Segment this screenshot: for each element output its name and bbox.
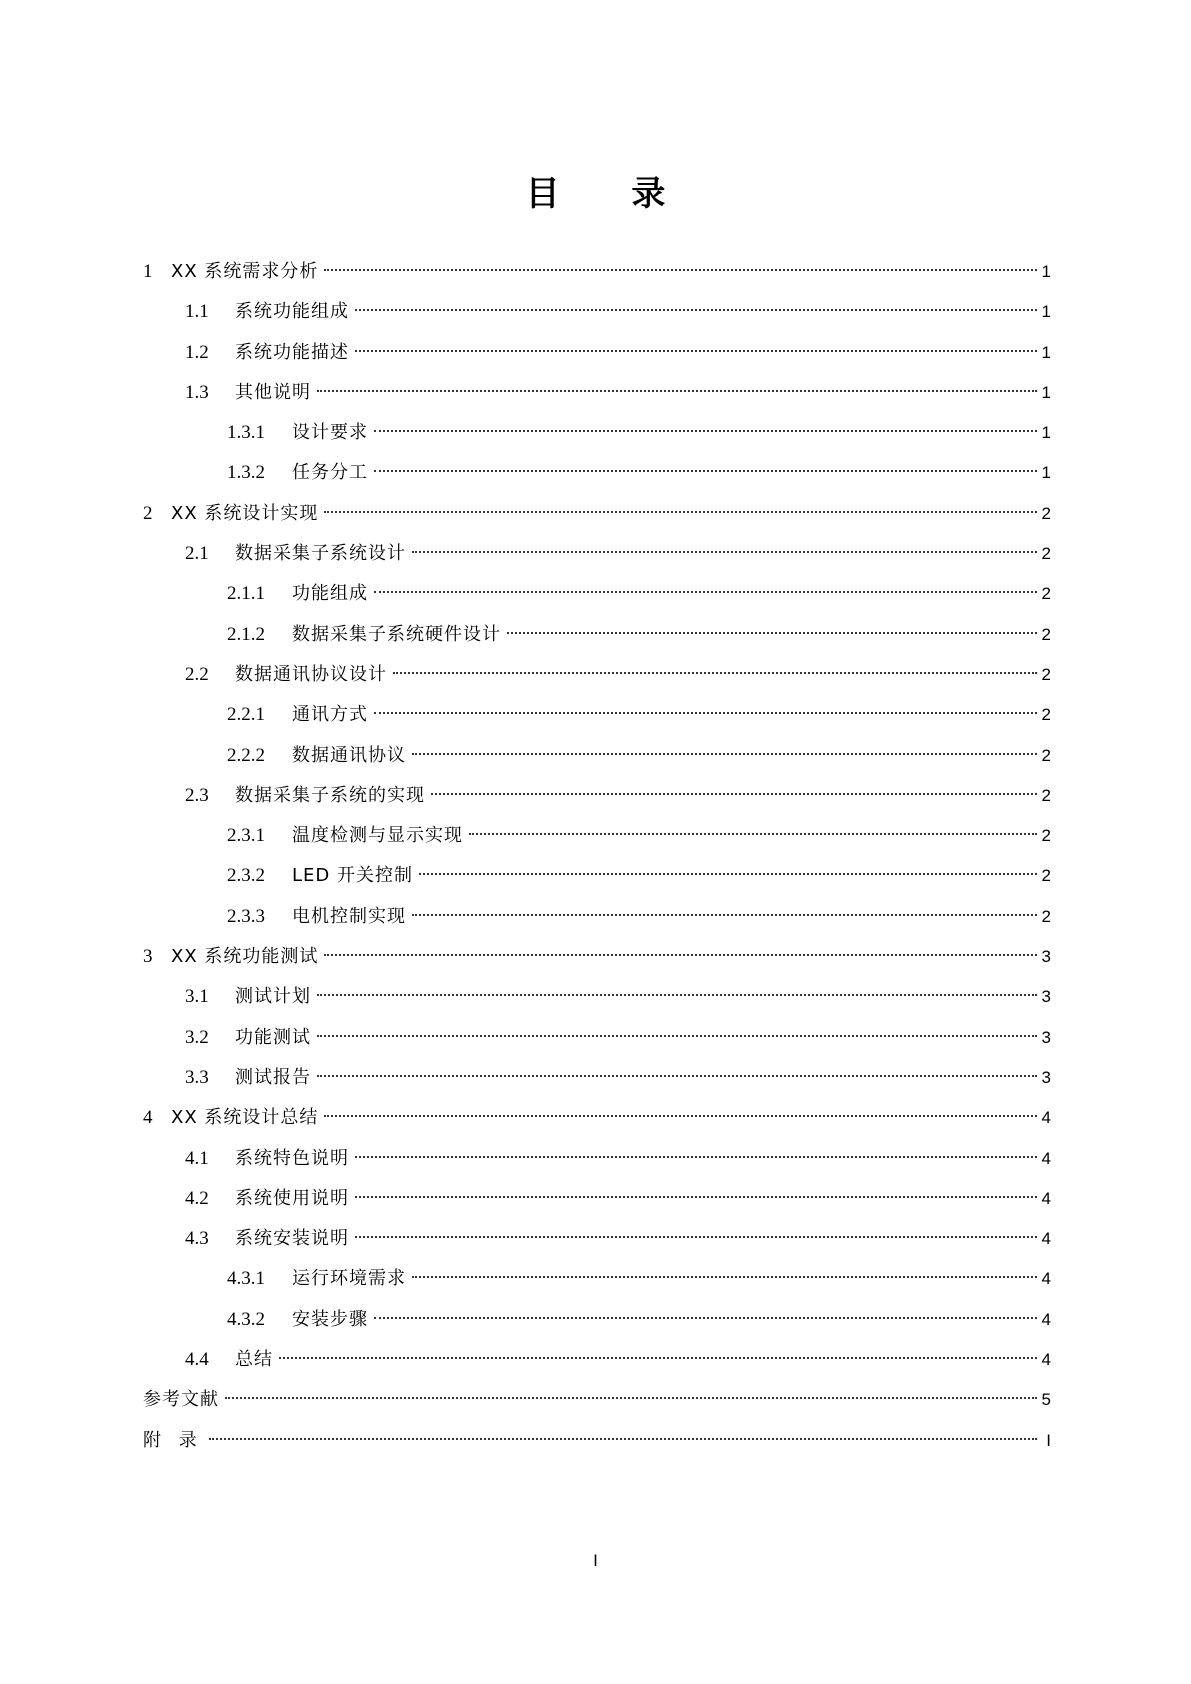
toc-leader-dots	[412, 753, 1037, 755]
toc-entry-page: 2	[1041, 826, 1051, 846]
toc-entry-page: 3	[1041, 987, 1051, 1007]
toc-entry-page: 4	[1041, 1309, 1051, 1329]
toc-entry[interactable]	[143, 897, 1051, 937]
toc-entry[interactable]	[143, 1179, 1051, 1219]
toc-entry-text: 参考文献	[143, 1389, 219, 1411]
toc-entry-page: 3	[1041, 947, 1051, 967]
toc-entry-page: 2	[1041, 503, 1051, 523]
toc-entry-number: 4	[143, 1107, 153, 1129]
toc-leader-dots	[324, 269, 1037, 271]
toc-entry-page: 4	[1041, 1188, 1051, 1208]
toc-entry[interactable]	[143, 574, 1051, 614]
toc-entry[interactable]	[143, 1098, 1051, 1138]
toc-leader-dots	[324, 1115, 1037, 1117]
toc-entry[interactable]	[143, 1380, 1051, 1420]
toc-entry-text: 功能测试	[235, 1026, 311, 1048]
toc-entry-page: 1	[1041, 382, 1051, 402]
toc-entry-text: 电机控制实现	[292, 905, 406, 927]
toc-leader-dots	[469, 833, 1037, 835]
toc-entry-number: 1	[143, 261, 153, 282]
toc-entry-text: 附 录	[143, 1429, 203, 1451]
toc-leader-dots	[355, 309, 1037, 311]
toc-entry[interactable]	[143, 655, 1051, 695]
toc-entry-text: 数据采集子系统硬件设计	[292, 623, 501, 645]
toc-entry[interactable]	[143, 373, 1051, 413]
toc-entry-page: 2	[1041, 664, 1051, 684]
toc-entry-number: 1.3	[185, 381, 209, 403]
toc-entry-page: 2	[1041, 745, 1051, 765]
toc-entry-number: 3	[143, 946, 153, 968]
toc-entry[interactable]	[143, 695, 1051, 735]
toc-entry-number: 3.1	[185, 986, 209, 1008]
toc-entry-page: 4	[1041, 1108, 1051, 1128]
toc-entry[interactable]	[143, 776, 1051, 816]
toc-entry-number: 2.3.3	[227, 905, 265, 927]
toc-entry[interactable]	[143, 1219, 1051, 1259]
toc-entry-number: 2.1	[185, 543, 209, 565]
toc-leader-dots	[412, 1276, 1037, 1278]
toc-entry-text: 系统使用说明	[235, 1187, 349, 1209]
toc-entry[interactable]	[143, 413, 1051, 453]
toc-entry[interactable]	[143, 1139, 1051, 1179]
toc-leader-dots	[317, 1035, 1037, 1037]
toc-entry-number: 4.4	[185, 1349, 209, 1371]
toc-entry-text: 运行环境需求	[292, 1268, 406, 1290]
toc-entry-number: 2.2.2	[227, 744, 265, 766]
toc-entry-page: 1	[1041, 262, 1051, 281]
toc-entry-number: 4.2	[185, 1187, 209, 1209]
toc-entry-number: 1.3.1	[227, 422, 265, 444]
toc-entry-text: 测试计划	[235, 986, 311, 1008]
toc-entry[interactable]	[143, 1259, 1051, 1299]
toc-entry[interactable]	[143, 1300, 1051, 1340]
toc-entry-text: XX 系统设计总结	[171, 1107, 319, 1129]
toc-leader-dots	[324, 511, 1037, 513]
toc-entry-page: 5	[1041, 1390, 1051, 1410]
toc-entry[interactable]	[143, 977, 1051, 1017]
toc-entry-text: 系统特色说明	[235, 1147, 349, 1169]
toc-leader-dots	[374, 1317, 1037, 1319]
toc-entry-page: 2	[1041, 584, 1051, 604]
toc-entry-text: 系统安装说明	[235, 1228, 349, 1250]
toc-leader-dots	[507, 632, 1037, 634]
toc-leader-dots	[355, 1156, 1037, 1158]
toc-entry-text: XX 系统需求分析	[171, 261, 319, 282]
toc-entry[interactable]	[143, 494, 1051, 534]
toc-entry[interactable]	[143, 1340, 1051, 1380]
toc-leader-dots	[317, 1075, 1037, 1077]
toc-entry-number: 2.3.2	[227, 865, 265, 887]
toc-entry-text: 温度检测与显示实现	[292, 825, 463, 847]
toc-leader-dots	[225, 1397, 1037, 1399]
toc-entry-page: 4	[1041, 1350, 1051, 1370]
toc-entry-page: 1	[1041, 463, 1051, 483]
toc-entry-page: I	[1046, 1430, 1051, 1450]
toc-entry-page: 2	[1041, 785, 1051, 805]
toc-entry-text: LED 开关控制	[292, 865, 413, 887]
toc-entry-number: 1.1	[185, 301, 209, 323]
toc-entry-number: 2.1.2	[227, 623, 265, 645]
toc-entry-number: 3.2	[185, 1026, 209, 1048]
toc-entry-page: 3	[1041, 1067, 1051, 1087]
toc-entry-page: 1	[1041, 423, 1051, 443]
toc-leader-dots	[355, 350, 1037, 352]
toc-leader-dots	[374, 591, 1037, 593]
toc-entry-number: 4.1	[185, 1147, 209, 1169]
toc-entry-text: 数据采集子系统的实现	[235, 784, 425, 806]
toc-leader-dots	[412, 914, 1037, 916]
toc-entry-text: 安装步骤	[292, 1308, 368, 1330]
toc-entry-page: 4	[1041, 1148, 1051, 1168]
toc-entry-text: XX 系统功能测试	[171, 946, 319, 968]
toc-entry[interactable]	[143, 534, 1051, 574]
toc-entry-text: 功能组成	[292, 583, 368, 605]
toc-entry-page: 3	[1041, 1027, 1051, 1047]
toc-entry[interactable]	[143, 1421, 1051, 1461]
toc-entry-page: 1	[1041, 302, 1051, 322]
toc-leader-dots	[374, 712, 1037, 714]
toc-entry-number: 2.3	[185, 784, 209, 806]
toc-entry[interactable]	[143, 816, 1051, 856]
toc-entry-page: 2	[1041, 624, 1051, 644]
toc-entry[interactable]	[143, 333, 1051, 373]
toc-leader-dots	[279, 1357, 1037, 1359]
toc-title: 目 录	[525, 174, 696, 214]
toc-entry-number: 4.3	[185, 1228, 209, 1250]
toc-entry-number: 4.3.1	[227, 1268, 265, 1290]
toc-entry-number: 3.3	[185, 1066, 209, 1088]
toc-entry[interactable]	[143, 856, 1051, 896]
toc-leader-dots	[419, 873, 1037, 875]
toc-entry-page: 4	[1041, 1229, 1051, 1249]
toc-entry-number: 2.1.1	[227, 583, 265, 605]
toc-entry-text: 系统功能描述	[235, 341, 349, 363]
toc-entry[interactable]	[143, 736, 1051, 776]
toc-entry[interactable]	[143, 292, 1051, 332]
toc-entry-page: 4	[1041, 1269, 1051, 1289]
toc-entry[interactable]	[143, 615, 1051, 655]
toc-entry-text: 测试报告	[235, 1066, 311, 1088]
toc-entry-text: 通讯方式	[292, 704, 368, 726]
toc-leader-dots	[317, 390, 1037, 392]
toc-leader-dots	[412, 551, 1037, 553]
toc-leader-dots	[355, 1196, 1037, 1198]
toc-entry-text: 系统功能组成	[235, 301, 349, 323]
toc-entry-text: 数据通讯协议	[292, 744, 406, 766]
toc-list	[143, 252, 1051, 1461]
toc-entry[interactable]	[143, 252, 1051, 292]
page-number: I	[593, 1551, 598, 1570]
toc-entry-number: 1.2	[185, 341, 209, 363]
toc-leader-dots	[431, 793, 1037, 795]
toc-entry-text: 数据采集子系统设计	[235, 543, 406, 565]
toc-leader-dots	[209, 1438, 1037, 1440]
toc-leader-dots	[374, 430, 1037, 432]
toc-entry-page: 2	[1041, 866, 1051, 886]
toc-entry-text: 设计要求	[292, 422, 368, 444]
toc-entry[interactable]	[143, 937, 1051, 977]
toc-entry-text: 任务分工	[292, 462, 368, 484]
toc-leader-dots	[374, 470, 1037, 472]
toc-entry-text: XX 系统设计实现	[171, 502, 319, 524]
toc-entry-page: 1	[1041, 342, 1051, 362]
toc-entry-number: 2	[143, 502, 153, 524]
toc-entry-number: 1.3.2	[227, 462, 265, 484]
toc-entry-text: 总结	[235, 1349, 273, 1371]
toc-leader-dots	[393, 672, 1037, 674]
toc-entry-number: 2.3.1	[227, 825, 265, 847]
toc-entry-number: 2.2	[185, 663, 209, 685]
toc-leader-dots	[324, 954, 1037, 956]
toc-entry[interactable]	[143, 453, 1051, 493]
toc-leader-dots	[317, 994, 1037, 996]
toc-entry-page: 2	[1041, 705, 1051, 725]
toc-entry-number: 2.2.1	[227, 704, 265, 726]
toc-entry-text: 其他说明	[235, 381, 311, 403]
toc-entry-text: 数据通讯协议设计	[235, 663, 387, 685]
toc-entry[interactable]	[143, 1018, 1051, 1058]
toc-leader-dots	[355, 1236, 1037, 1238]
toc-entry[interactable]	[143, 1058, 1051, 1098]
toc-entry-page: 2	[1041, 906, 1051, 926]
toc-entry-page: 2	[1041, 544, 1051, 564]
toc-entry-number: 4.3.2	[227, 1308, 265, 1330]
